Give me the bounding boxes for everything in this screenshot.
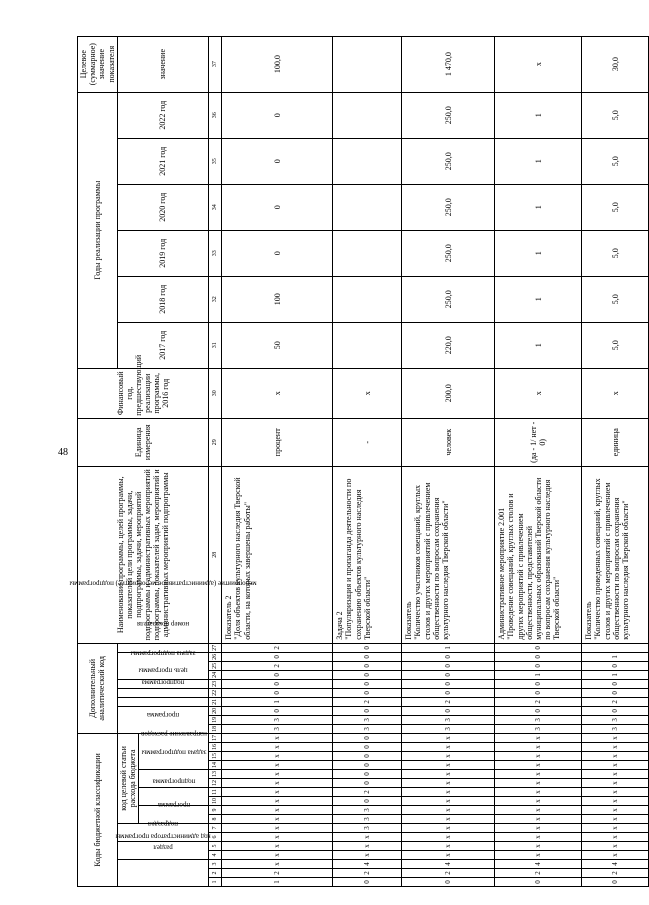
code-cell: 0 <box>402 878 495 887</box>
code-cell: 0 <box>333 661 402 670</box>
row-name: Административное мероприятие 2.001 "Проведение совещаний, круглых столов и других мероприятий с привлечением общественности, представителей муниципальных образований Тверской области по вопросам сохранения культурного наследия Тверской области" <box>495 466 582 643</box>
year-value: 1 <box>495 230 582 276</box>
table-row <box>402 36 495 886</box>
column-number: 4 <box>209 851 222 860</box>
year-value: 1 <box>495 322 582 368</box>
code-cell: x <box>582 733 649 742</box>
code-cell: 1 <box>582 652 649 661</box>
header-row-1 <box>78 36 118 886</box>
code-cell: 4 <box>495 860 582 869</box>
code-cell: 2 <box>582 697 649 706</box>
code-cell: 0 <box>402 670 495 679</box>
napravlenie-header: направление расходов <box>140 730 207 739</box>
table-body <box>222 36 649 886</box>
row-unit: человек <box>402 418 495 466</box>
column-number: 2 <box>209 869 222 878</box>
code-cell: 0 <box>333 733 402 742</box>
year-2019-header: 2019 год <box>117 230 208 276</box>
code-cell: 0 <box>582 661 649 670</box>
code-cell: 0 <box>495 661 582 670</box>
column-number: 34 <box>209 184 222 230</box>
code-cell: x <box>402 797 495 806</box>
column-number: 30 <box>209 368 222 418</box>
column-number: 27 <box>209 643 222 652</box>
year-value: 1 <box>495 92 582 138</box>
table-row <box>495 36 582 886</box>
code-cell: 0 <box>582 679 649 688</box>
kcs-group-header: код целевой статьи расхода бюджета <box>117 733 138 823</box>
code-cell: x <box>222 851 333 860</box>
code-cell: 0 <box>333 779 402 788</box>
code-cell: 2 <box>495 869 582 878</box>
year-value: 5,0 <box>582 276 649 322</box>
column-number: 14 <box>209 761 222 770</box>
dop-podprogramma-header: подпрограмма <box>141 678 185 687</box>
column-number: 7 <box>209 824 222 833</box>
row-unit: (да - 1/ нет - 0) <box>495 418 582 466</box>
column-number: 35 <box>209 138 222 184</box>
year-value: 0 <box>222 92 333 138</box>
years-group-header: Годы реализации программы <box>78 92 118 368</box>
code-cell: x <box>333 842 402 851</box>
table-row <box>582 36 649 886</box>
row-name: Показатель "Количество участников совещаний, круглых столов и других мероприятий с привлечением общественности по вопросам сохранения культурного наследия Тверской области" <box>402 466 495 643</box>
code-cell: x <box>582 743 649 752</box>
row-fin-year: x <box>333 368 402 418</box>
code-cell: 1 <box>402 643 495 652</box>
year-value: 5,0 <box>582 230 649 276</box>
year-2020-header: 2020 год <box>117 184 208 230</box>
code-cell: 2 <box>402 697 495 706</box>
code-cell: x <box>402 824 495 833</box>
fin-year-header: Финансовый год, предшествующий реализации программы, 2016 год <box>78 368 209 418</box>
year-value: 1 <box>495 276 582 322</box>
year-2018-header: 2018 год <box>117 276 208 322</box>
year-value <box>333 92 402 138</box>
code-cell: x <box>402 806 495 815</box>
year-value <box>333 230 402 276</box>
column-number: 36 <box>209 92 222 138</box>
code-cell: x <box>582 770 649 779</box>
razdel-header: раздел <box>153 843 173 852</box>
code-cell: x <box>402 851 495 860</box>
code-cell: x <box>495 779 582 788</box>
code-cell: x <box>222 788 333 797</box>
column-number: 32 <box>209 276 222 322</box>
code-cell: x <box>582 797 649 806</box>
code-cell: x <box>402 743 495 752</box>
row-target: 100,0 <box>222 36 333 92</box>
column-number: 31 <box>209 322 222 368</box>
code-cell: 0 <box>333 752 402 761</box>
column-number: 6 <box>209 833 222 842</box>
row-target: 30,0 <box>582 36 649 92</box>
code-cell: 0 <box>333 743 402 752</box>
year-2021-header: 2021 год <box>117 138 208 184</box>
year-value: 5,0 <box>582 322 649 368</box>
year-2017-header: 2017 год <box>117 322 208 368</box>
podrazdel-header: подраздел <box>147 820 178 829</box>
code-cell: 1 <box>495 670 582 679</box>
year-value: 220,0 <box>402 322 495 368</box>
code-cell: 0 <box>222 706 333 715</box>
row-target: 1 470,0 <box>402 36 495 92</box>
dop-zadacha-header: задача подпрограммы <box>130 649 196 658</box>
code-cell: 0 <box>495 643 582 652</box>
code-cell: 3 <box>402 724 495 733</box>
code-cell: x <box>222 743 333 752</box>
row-unit: процент <box>222 418 333 466</box>
code-cell: 0 <box>402 652 495 661</box>
code-cell: x <box>402 815 495 824</box>
year-value: 250,0 <box>402 276 495 322</box>
codes-group-header: Коды бюджетной классификации <box>78 733 118 886</box>
zadacha-header: задача подпрограммы <box>141 748 207 757</box>
code-cell: x <box>402 842 495 851</box>
code-cell: 3 <box>495 715 582 724</box>
row-fin-year: 200,0 <box>402 368 495 418</box>
year-value: 250,0 <box>402 138 495 184</box>
code-cell: x <box>222 806 333 815</box>
code-cell: x <box>495 743 582 752</box>
code-cell: x <box>495 761 582 770</box>
code-cell: 0 <box>402 679 495 688</box>
code-cell <box>582 643 649 652</box>
code-cell: 2 <box>402 869 495 878</box>
column-number: 21 <box>209 697 222 706</box>
column-number: 28 <box>209 466 222 643</box>
code-cell: 0 <box>333 679 402 688</box>
code-cell: x <box>495 770 582 779</box>
year-value: 50 <box>222 322 333 368</box>
code-cell: 0 <box>495 652 582 661</box>
year-value: 5,0 <box>582 138 649 184</box>
code-cell: x <box>222 815 333 824</box>
row-unit: единица <box>582 418 649 466</box>
code-cell: 0 <box>333 797 402 806</box>
code-cell: 3 <box>582 724 649 733</box>
code-cell: x <box>582 788 649 797</box>
code-cell: x <box>582 824 649 833</box>
code-cell: 2 <box>222 643 333 652</box>
column-number: 10 <box>209 797 222 806</box>
code-cell: x <box>495 851 582 860</box>
code-cell: x <box>402 788 495 797</box>
dop-code-header: Дополнительный аналитический код <box>78 643 118 733</box>
program-table <box>69 36 649 887</box>
year-value: 250,0 <box>402 92 495 138</box>
code-cell: 2 <box>222 869 333 878</box>
code-cell: 2 <box>333 869 402 878</box>
code-cell: x <box>495 797 582 806</box>
code-cell: 4 <box>402 860 495 869</box>
row-target <box>333 36 402 92</box>
podprogramma-header: подпрограмма <box>152 777 195 786</box>
column-number: 23 <box>209 679 222 688</box>
code-cell: x <box>222 779 333 788</box>
column-number-row <box>209 36 222 886</box>
code-cell: 2 <box>582 869 649 878</box>
code-cell: x <box>402 770 495 779</box>
code-cell: x <box>582 779 649 788</box>
column-number: 18 <box>209 724 222 733</box>
row-fin-year: x <box>222 368 333 418</box>
year-value: 1 <box>495 138 582 184</box>
row-fin-year: x <box>495 368 582 418</box>
code-cell: 0 <box>333 770 402 779</box>
column-number: 37 <box>209 36 222 92</box>
column-number: 9 <box>209 806 222 815</box>
row-name: Показатель "Количество проведенных совещаний, круглых столов и других мероприятий с привлечением общественности по вопросам сохранения культурного наследия Тверской области" <box>582 466 649 643</box>
code-cell: x <box>222 860 333 869</box>
code-cell: 0 <box>333 878 402 887</box>
kod-admin-header: код администратора программы <box>115 832 211 841</box>
code-cell: x <box>495 842 582 851</box>
code-cell: 4 <box>582 860 649 869</box>
code-cell: 3 <box>333 806 402 815</box>
code-cell: 0 <box>222 679 333 688</box>
code-cell: x <box>495 833 582 842</box>
year-value: 250,0 <box>402 230 495 276</box>
code-cell: x <box>495 806 582 815</box>
code-cell: 0 <box>333 706 402 715</box>
code-cell: 3 <box>333 824 402 833</box>
year-value: 1 <box>495 184 582 230</box>
code-cell: x <box>495 788 582 797</box>
code-cell: 3 <box>402 715 495 724</box>
page-number: 48 <box>58 447 68 458</box>
code-cell: 3 <box>582 715 649 724</box>
code-cell: 0 <box>495 679 582 688</box>
year-value: 5,0 <box>582 92 649 138</box>
column-number: 26 <box>209 652 222 661</box>
code-cell: x <box>222 797 333 806</box>
code-cell: x <box>582 806 649 815</box>
dop-programma-header: программа <box>146 710 180 719</box>
column-number: 1 <box>209 878 222 887</box>
code-cell: x <box>333 833 402 842</box>
code-cell: x <box>495 733 582 742</box>
code-cell: x <box>402 779 495 788</box>
code-cell: 0 <box>495 878 582 887</box>
code-cell: 0 <box>222 670 333 679</box>
year-value: 0 <box>222 138 333 184</box>
column-number: 19 <box>209 715 222 724</box>
year-value: 0 <box>222 230 333 276</box>
code-cell: 0 <box>222 688 333 697</box>
code-cell: 0 <box>333 643 402 652</box>
code-cell: 3 <box>495 724 582 733</box>
year-value: 5,0 <box>582 184 649 230</box>
code-cell: 1 <box>582 670 649 679</box>
target-header: Целевое (суммарное) значение показателя <box>78 36 118 92</box>
code-cell: x <box>333 851 402 860</box>
code-cell: x <box>582 761 649 770</box>
code-cell: 3 <box>333 724 402 733</box>
code-cell: 0 <box>333 761 402 770</box>
rotated-table-wrapper <box>69 37 637 887</box>
code-cell: 0 <box>495 706 582 715</box>
code-cell: 0 <box>333 670 402 679</box>
year-value: 0 <box>222 184 333 230</box>
row-unit: - <box>333 418 402 466</box>
code-cell: x <box>402 733 495 742</box>
column-number: 8 <box>209 815 222 824</box>
target-value-header: значение <box>117 36 208 92</box>
name-header: Наименование программы, целей программы, показателей цели программы, задачи, подпрограммы, задачи, мероприятий подпрограммы и административных мероприятий подпрограммы, показателей задач, мероприятий и административных мероприятий подпрограммы <box>78 466 209 643</box>
code-cell: 3 <box>222 715 333 724</box>
code-cell: x <box>222 833 333 842</box>
row-name: Задача 2 "Популяризация и пропаганда деятельности по сохранению объектов культурного наследия Тверской области" <box>333 466 402 643</box>
code-cell: 0 <box>222 652 333 661</box>
column-number: 24 <box>209 670 222 679</box>
dop-cel-header: цель программы <box>138 666 188 675</box>
code-cell: x <box>402 833 495 842</box>
column-number: 29 <box>209 418 222 466</box>
year-value <box>333 322 402 368</box>
code-cell: 0 <box>333 688 402 697</box>
code-cell: 2 <box>222 661 333 670</box>
column-number: 33 <box>209 230 222 276</box>
table-row <box>333 36 402 886</box>
programma-header: программа <box>157 800 190 809</box>
year-value <box>333 184 402 230</box>
dop-meropriyatie-header: мероприятие (административное мероприятие) подпрограммы <box>69 579 257 588</box>
code-cell: 3 <box>333 715 402 724</box>
code-cell: 0 <box>402 661 495 670</box>
code-cell: x <box>222 842 333 851</box>
column-number: 5 <box>209 842 222 851</box>
code-cell: x <box>402 761 495 770</box>
code-cell: x <box>582 851 649 860</box>
year-value <box>333 138 402 184</box>
row-target: x <box>495 36 582 92</box>
dop-nomer-header: номер показателя <box>136 619 189 628</box>
code-cell: x <box>222 824 333 833</box>
code-cell: 0 <box>333 652 402 661</box>
code-cell: x <box>582 752 649 761</box>
column-number: 3 <box>209 860 222 869</box>
code-cell: 0 <box>582 688 649 697</box>
column-number: 15 <box>209 752 222 761</box>
code-cell: x <box>222 770 333 779</box>
column-number: 17 <box>209 733 222 742</box>
code-cell: 0 <box>582 706 649 715</box>
code-cell: 2 <box>333 788 402 797</box>
column-number: 22 <box>209 688 222 697</box>
code-cell: 0 <box>495 688 582 697</box>
year-value: 250,0 <box>402 184 495 230</box>
code-cell: x <box>582 815 649 824</box>
code-cell: x <box>495 824 582 833</box>
unit-header: Единица измерения <box>78 418 209 466</box>
code-cell: x <box>495 815 582 824</box>
year-value <box>333 276 402 322</box>
code-cell: x <box>222 733 333 742</box>
column-number: 20 <box>209 706 222 715</box>
code-cell: 3 <box>222 724 333 733</box>
column-number: 16 <box>209 743 222 752</box>
code-cell: x <box>222 752 333 761</box>
column-number: 11 <box>209 788 222 797</box>
code-cell: x <box>582 833 649 842</box>
column-number: 13 <box>209 770 222 779</box>
code-cell: 1 <box>222 697 333 706</box>
code-cell: 0 <box>402 688 495 697</box>
code-cell: 1 <box>222 878 333 887</box>
code-cell: 2 <box>495 697 582 706</box>
column-number: 12 <box>209 779 222 788</box>
code-cell: x <box>582 842 649 851</box>
code-cell: x <box>495 752 582 761</box>
code-cell: 2 <box>333 697 402 706</box>
code-cell: 0 <box>582 878 649 887</box>
code-cell: x <box>222 761 333 770</box>
code-cell: 0 <box>402 706 495 715</box>
code-cell: x <box>402 752 495 761</box>
year-value: 100 <box>222 276 333 322</box>
table-row <box>222 36 333 886</box>
row-fin-year: x <box>582 368 649 418</box>
code-cell: 4 <box>333 860 402 869</box>
column-number: 25 <box>209 661 222 670</box>
row-name: Показатель 2 "Доля объектов культурного наследия Тверской области, на которых завершены работы" <box>222 466 333 643</box>
year-2022-header: 2022 год <box>117 92 208 138</box>
code-cell: 3 <box>333 815 402 824</box>
